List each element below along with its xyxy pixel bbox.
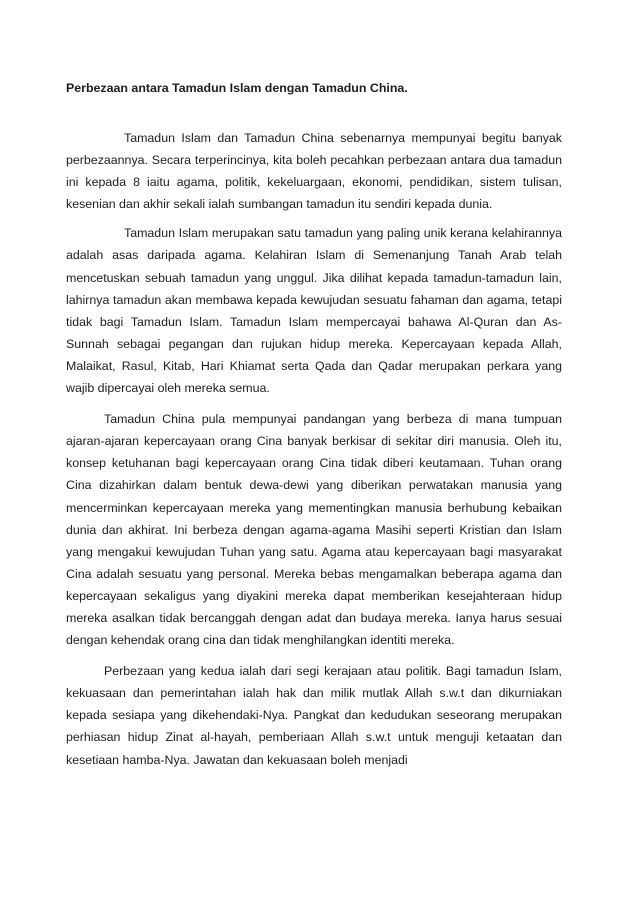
paragraph-china-religion: Tamadun China pula mempunyai pandangan yang berbeza di mana tumpuan ajaran-ajaran kepercayaan orang Cina banyak berkisar di sekitar diri manusia. Oleh itu, konsep ketuhanan bagi kepercayaan orang Cina tidak diberi keutamaan. Tuhan orang Cina dizahirkan dalam bentuk dewa-dewi yang diberikan perwatakan manusia yang mencerminkan kepercayaan mereka yang mementingkan manusia berhubung kebaikan dunia dan akhirat. Ini berbeza dengan agama-agama Masihi seperti Kristian dan Islam yang mengakui kewujudan Tuhan yang satu. Agama atau kepercayaan bagi masyarakat Cina adalah sesuatu yang personal. Mereka bebas mengamalkan beberapa agama dan kepercayaan sekaligus yang diyakini mereka dapat memberikan kesejahteraan hidup mereka asalkan tidak bercanggah dengan adat dan budaya mereka. Ianya harus sesuai dengan kehendak orang cina dan tidak menghilangkan identiti mereka. (66, 412, 562, 648)
paragraph-introduction: Tamadun Islam dan Tamadun China sebenarnya mempunyai begitu banyak perbezaannya. Secara terperincinya, kita boleh pecahkan perbezaan antara dua tamadun ini kepada 8 iaitu agama, politik, kekeluargaan, ekonomi, pendidikan, sistem tulisan, kesenian dan akhir sekali ialah sumbangan tamadun itu sendiri kepada dunia. (66, 131, 562, 212)
document-title: Perbezaan antara Tamadun Islam dengan Tamadun China. (66, 81, 408, 95)
paragraph-islam-religion: Tamadun Islam merupakan satu tamadun yang paling unik kerana kelahirannya adalah asas daripada agama. Kelahiran Islam di Semenanjung Tanah Arab telah mencetuskan sebuah tamadun yang unggul. Jika dilihat kepada tamadun-tamadun lain, lahirnya tamadun akan membawa kepada kewujudan sesuatu fahaman dan agama, tetapi tidak bagi Tamadun Islam. Tamadun Islam mempercayai bahawa Al-Quran dan As-Sunnah sebagai pegangan dan rujukan hidup mereka. Kepercayaan kepada Allah, Malaikat, Rasul, Kitab, Hari Khiamat serta Qada dan Qadar merupakan perkara yang wajib dipercayai oleh mereka semua. (66, 226, 562, 396)
document-body (66, 79, 562, 771)
paragraph-politics: Perbezaan yang kedua ialah dari segi kerajaan atau politik. Bagi tamadun Islam, kekuasaan dan pemerintahan ialah hak dan milik mutlak Allah s.w.t dan dikurniakan kepada sesiapa yang dikehendaki-Nya. Pangkat dan kedudukan seseorang merupakan perhiasan hidup Zinat al-hayah, pemberiaan Allah s.w.t untuk menguji ketaatan dan kesetiaan hamba-Nya. Jawatan dan kekuasaan boleh menjadi (66, 664, 562, 767)
